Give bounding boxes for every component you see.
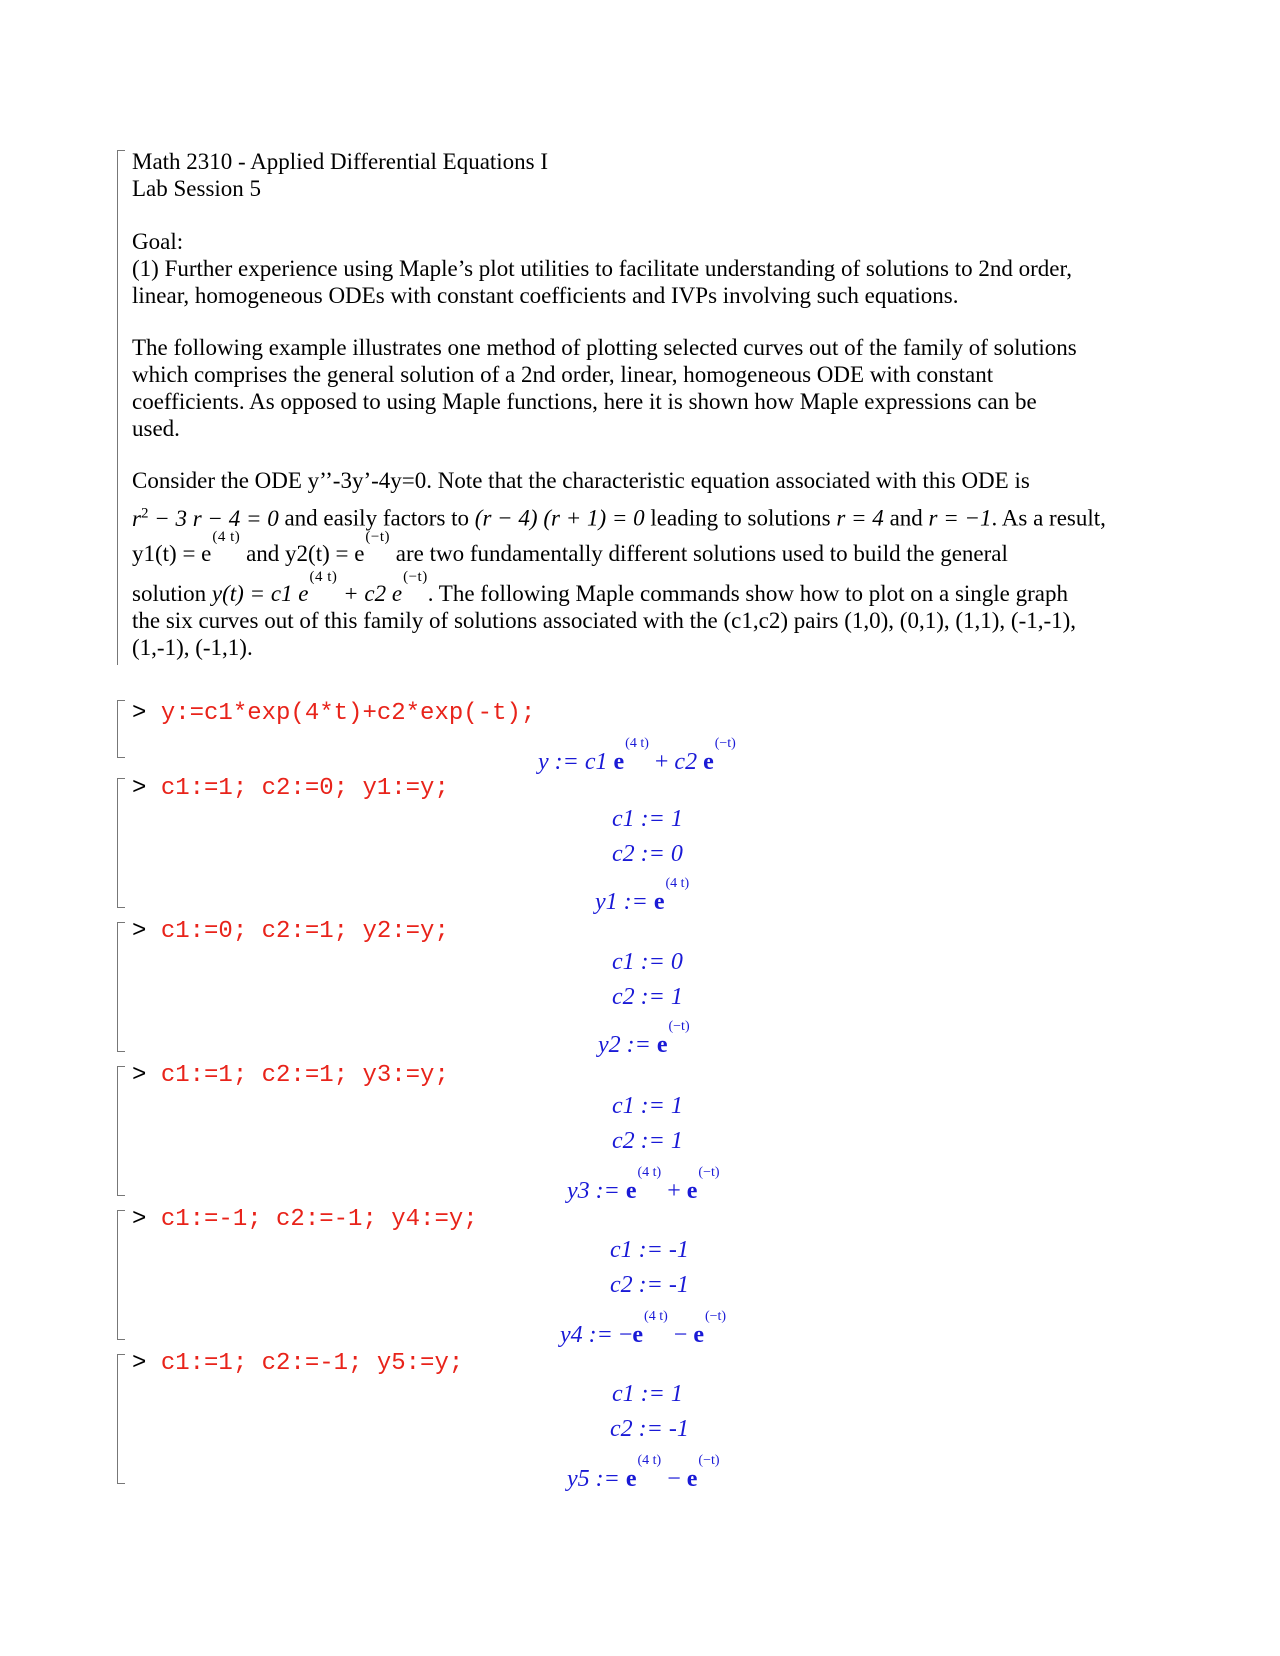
maple-command[interactable]: y:=c1*exp(4*t)+c2*exp(-t); — [160, 700, 536, 727]
text-section-bracket — [117, 150, 118, 665]
exec-group-bracket — [117, 1066, 118, 1196]
general-solution: y(t) = c1 e — [211, 581, 309, 606]
goal-line-2: linear, homogeneous ODEs with constant coefficients and IVPs involving such equations. — [132, 283, 959, 308]
output-y5-assign: y5 := $e^{(4 t)} - e^{(-t)}$ — [567, 1453, 720, 1492]
output-c2-assign: c2 := -1 — [610, 1272, 689, 1298]
output-c1-assign: c1 := 1 — [612, 1381, 683, 1407]
output-c2: c2 — [674, 749, 698, 775]
and-text-2: and — [240, 541, 286, 566]
maple-prompt[interactable] — [132, 918, 449, 946]
plus-sign: + — [648, 749, 675, 775]
output-c1-assign: c1 := -1 — [610, 1237, 689, 1263]
maple-prompt[interactable] — [132, 1062, 449, 1090]
exponent: (4 t) — [625, 736, 649, 751]
output-y3-assign: y3 := $e^{(4 t)} + e^{(-t)}$ — [567, 1165, 720, 1204]
goal-line-1: (1) Further experience using Maple’s plot utilities to facilitate understanding of solutions to 2nd order, — [132, 256, 1072, 281]
consider-line-6: (1,-1), (-1,1). — [132, 635, 253, 660]
output-c2-assign: c2 := -1 — [610, 1416, 689, 1442]
and-text: and — [883, 505, 929, 531]
maple-command[interactable]: c1:=1; c2:=1; y3:=y; — [160, 1062, 449, 1089]
y2-exponent: (−t) — [365, 529, 391, 545]
course-title: Math 2310 - Applied Differential Equations I — [132, 149, 549, 174]
maple-command[interactable]: c1:=1; c2:=0; y1:=y; — [160, 775, 449, 802]
root-one: r = 4 — [836, 505, 884, 531]
output-c1-assign: c1 := 1 — [612, 1093, 683, 1119]
y2-solution: y2(t) = e — [285, 541, 365, 566]
lab-session-title: Lab Session 5 — [132, 176, 262, 201]
output-c1: c1 — [584, 749, 608, 775]
maple-prompt[interactable] — [132, 1206, 478, 1234]
result-text: . As a result, — [991, 505, 1106, 531]
leading-text: leading to solutions — [644, 505, 837, 531]
factored-text: and easily factors to — [278, 505, 475, 531]
maple-prompt[interactable] — [132, 775, 449, 803]
output-c2-assign: c2 := 1 — [612, 1128, 683, 1154]
output-y1-assign: y1 := $e^{(4 t)}$ — [595, 876, 690, 915]
maple-prompt[interactable] — [132, 700, 535, 728]
y1-exponent: (4 t) — [212, 529, 241, 545]
characteristic-equation: $r^2 - 3$ r − 4 = 0 — [132, 505, 279, 531]
intro-line-2: which comprises the general solution of a 2nd order, linear, homogeneous ODE with constant — [132, 362, 994, 387]
output-c2-assign: c2 := 1 — [612, 984, 683, 1010]
exec-group-bracket — [117, 1354, 118, 1484]
prompt-symbol: > — [132, 918, 161, 945]
solution-word: solution — [132, 581, 212, 606]
maple-prompt[interactable] — [132, 1350, 463, 1378]
consider-line-1: Consider the ODE y’’-3y’-4y=0. Note that the characteristic equation associated with this ODE is — [132, 468, 1030, 493]
exec-group-bracket — [117, 700, 118, 758]
output-c2-assign: c2 := 0 — [612, 841, 683, 867]
general-exponent-2: (−t) — [403, 569, 428, 585]
output-c1-assign: c1 := 1 — [612, 806, 683, 832]
intro-line-4: used. — [132, 416, 180, 441]
exponent: (−t) — [714, 736, 736, 751]
maple-command[interactable]: c1:=0; c2:=1; y2:=y; — [160, 918, 449, 945]
maple-command[interactable]: c1:=-1; c2:=-1; y4:=y; — [160, 1206, 478, 1233]
exec-group-bracket — [117, 922, 118, 1052]
prompt-symbol: > — [132, 775, 161, 802]
general-exponent-1: (4 t) — [309, 569, 338, 585]
exec-group-bracket — [117, 778, 118, 908]
root-two: r = −1 — [928, 505, 992, 531]
output-c1-assign: c1 := 0 — [612, 949, 683, 975]
prompt-symbol: > — [132, 700, 161, 727]
consider-line-2 — [132, 500, 1106, 532]
intro-line-3: coefficients. As opposed to using Maple functions, here it is shown how Maple expressions can be — [132, 389, 1037, 414]
general-solution-plus: + c2 e — [337, 581, 403, 606]
line-3-tail: are two fundamentally different solutions used to build the general — [390, 541, 1008, 566]
prompt-symbol: > — [132, 1062, 161, 1089]
maple-output — [538, 736, 736, 780]
factored-equation: (r − 4) (r + 1) = 0 — [474, 505, 645, 531]
output-y2-assign: y2 := $e^{(-t)}$ — [598, 1019, 690, 1058]
output-y4-assign: y4 := $-e^{(4 t)} - e^{(-t)}$ — [560, 1309, 727, 1348]
goal-heading: Goal: — [132, 229, 184, 254]
exp-base: e — [613, 749, 625, 775]
intro-line-1: The following example illustrates one method of plotting selected curves out of the family of solutions — [132, 335, 1077, 360]
line-4-tail: . The following Maple commands show how to plot on a single graph — [427, 581, 1069, 606]
prompt-symbol: > — [132, 1206, 161, 1233]
y1-solution: y1(t) = e — [132, 541, 212, 566]
exec-group-bracket — [117, 1210, 118, 1340]
exp-base: e — [703, 749, 714, 775]
consider-line-3 — [132, 529, 1008, 571]
consider-line-5: the six curves out of this family of solutions associated with the (c1,c2) pairs (1,0), (0,1), (1,1), (-1,-1), — [132, 608, 1077, 633]
prompt-symbol: > — [132, 1350, 161, 1377]
maple-command[interactable]: c1:=1; c2:=-1; y5:=y; — [160, 1350, 464, 1377]
output-lhs: y := — [538, 749, 585, 775]
